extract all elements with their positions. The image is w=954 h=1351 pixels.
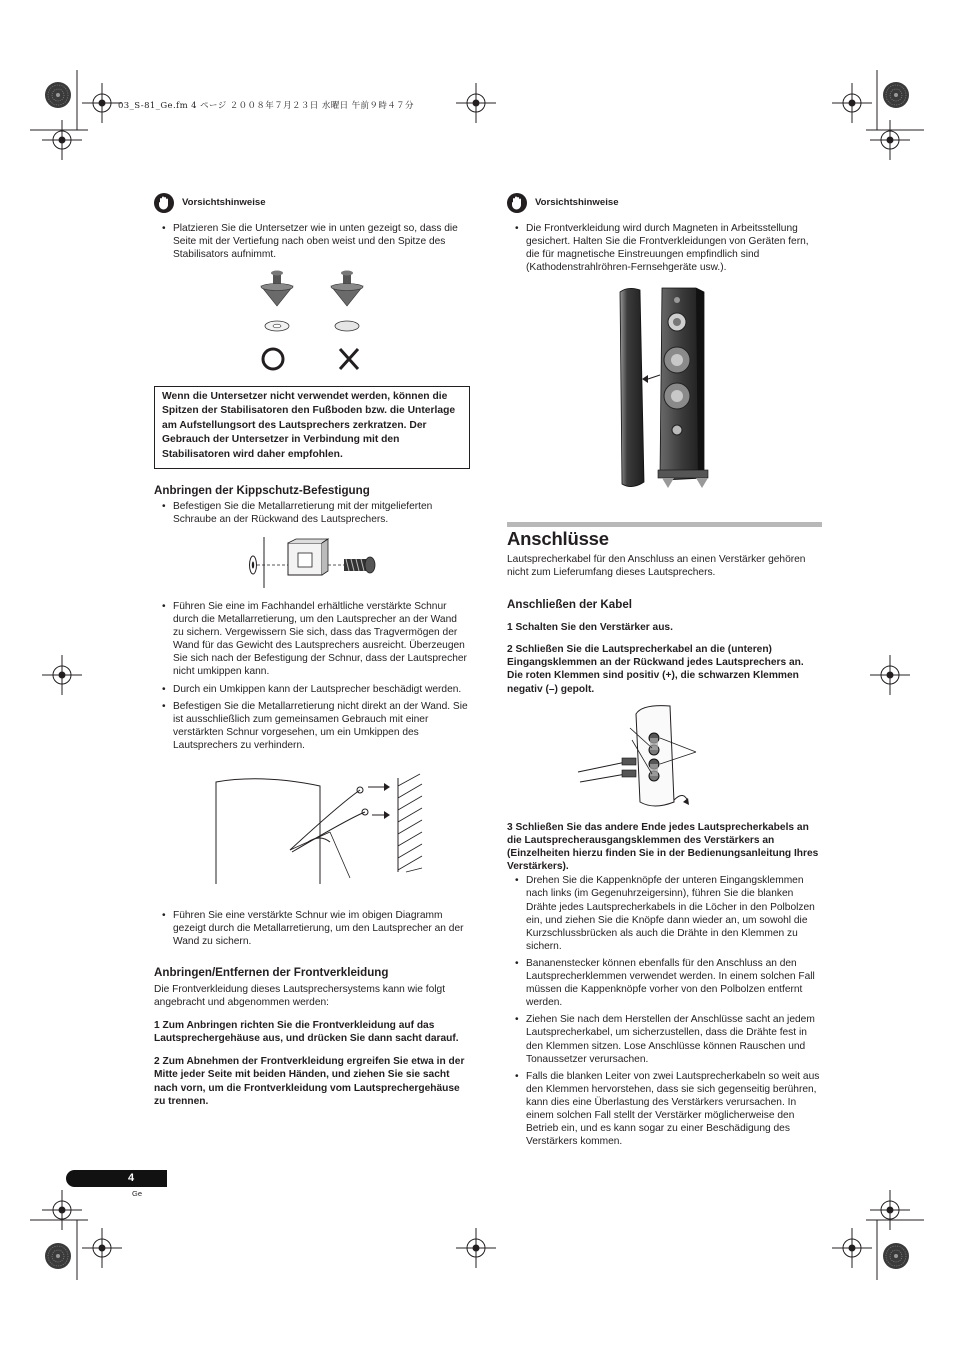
wall-cord-illustration bbox=[200, 772, 440, 888]
caution-heading bbox=[507, 193, 822, 213]
bracket-screw-illustration bbox=[240, 535, 380, 590]
cable-step-3: 3 Schließen Sie das andere Ende jedes Lautsprecherkabels an die Lautsprecherausgangsklemmen des Verstärkers an (Einzelheiten hierzu finden Sie in der Bedienungsanleitung Ihres Verstärkers). bbox=[507, 822, 819, 873]
cord-bullet: • Führen Sie eine im Fachhandel erhältliche verstärkte Schnur durch die Metallarretierung, um den Lautsprecher an der Wand zu sichern. Vergewissern Sie sich, dass das Tragvermögen der Wand für das Gewicht des Lautsprechers ausreicht. Überzeugen Sie sich nach der Befestigung der Schnur, dass der Lautsprecher nicht umkippen kann. bbox=[154, 600, 470, 679]
step3-bullet: • Drehen Sie die Kappenknöpfe der unteren Eingangsklemmen nach links (im Gegenuhrzeigersinn), führen Sie die blanken Drähte jedes Lautsprecherkabels in die Löcher in den Polbolzen ein, und ziehen Sie die Knöpfe dann wieder an, um sowohl die Kurzschlussbrücken als auch die Drähte in den Klemmen zu sichern. bbox=[507, 874, 822, 953]
front-cover-step-1: 1 Zum Anbringen richten Sie die Frontverkleidung auf das Lautsprechergehäuse aus, und drücken Sie dann sacht darauf. bbox=[154, 1020, 459, 1045]
speaker-terminals-illustration bbox=[570, 702, 710, 814]
cord-bullets-block bbox=[154, 600, 470, 756]
file-info-header: 03_S-81_Ge.fm 4 ページ ２００８年７月２３日 水曜日 午前９時４７分 bbox=[118, 101, 414, 111]
cord-bullet: • Durch ein Umkippen kann der Lautsprecher beschädigt werden. bbox=[154, 683, 470, 696]
caution-hand-icon bbox=[507, 193, 527, 213]
spike-wrong-icon bbox=[331, 271, 363, 332]
front-cover-intro: Die Frontverkleidung dieses Lautsprechersystems kann wie folgt angebracht und abgenommen werden: bbox=[154, 984, 446, 1009]
page-language: Ge bbox=[132, 1189, 143, 1198]
caution-title: Vorsichtshinweise bbox=[535, 197, 619, 209]
connections-step3-section bbox=[507, 821, 822, 1152]
right-caution-block bbox=[507, 193, 822, 278]
cable-step-2: 2 Schließen Sie die Lautsprecherkabel an die (unteren) Eingangsklemmen an der Rückwand jedes Lautsprechers an. Die roten Klemmen sind positiv (+), die schwarzen Klemmen negativ (–) gepolt. bbox=[507, 644, 804, 695]
section-title-anschluesse: Anschlüsse bbox=[507, 528, 609, 549]
caution-title: Vorsichtshinweise bbox=[182, 197, 266, 209]
cord-bullet: • Befestigen Sie die Metallarretierung nicht direkt an der Wand. Sie ist ausschließlich zum gemeinsamen Gebrauch mit einer verstärkten Schnur vorgesehen, um ein Umkippen des Lautsprechers zu verhindern. bbox=[154, 700, 470, 752]
cable-heading: Anschließen der Kabel bbox=[507, 598, 632, 612]
step3-bullet: • Bananenstecker können ebenfalls für den Anschluss an den Lautsprecherklemmen verwendet werden. In einem solchen Fall müssen die Kappenknöpfe vorher von den Polbolzen entfernt werden. bbox=[507, 957, 822, 1009]
left-caution-block bbox=[154, 193, 470, 265]
warning-box: Wenn die Untersetzer nicht verwendet werden, können die Spitzen der Stabilisatoren den Fußboden bzw. die Unterlage am Aufstellungsort des Lautsprechers zerkratzen. Der Gebrauch der Untersetzer in Verbindung mit den Stabilisatoren wird daher empfohlen. bbox=[154, 386, 470, 469]
caution-bullet: • Platzieren Sie die Untersetzer wie in unten gezeigt so, dass die Seite mit der Vertiefung nach oben weist und den Spitze des Stabilisators aufnimmt. bbox=[154, 222, 470, 261]
spike-correct-icon bbox=[261, 271, 293, 332]
front-cover-section bbox=[154, 966, 470, 1108]
step3-bullet: • Ziehen Sie nach dem Herstellen der Anschlüsse sacht an jedem Lautsprecherkabel, um sicherzustellen, dass die Drähte fest in den Klemmen sitzen. Lose Anschlüsse können Rauschen und Tonaussetzer verursachen. bbox=[507, 1013, 822, 1065]
speaker-front-cover-illustration bbox=[600, 284, 730, 494]
spike-coaster-illustration bbox=[245, 268, 375, 376]
cord-after-block bbox=[154, 909, 470, 952]
correct-circle-icon bbox=[263, 349, 283, 369]
caution-hand-icon bbox=[154, 193, 174, 213]
front-cover-heading: Anbringen/Entfernen der Frontverkleidung bbox=[154, 966, 389, 979]
caution-bullet: • Die Frontverkleidung wird durch Magneten in Arbeitsstellung gesichert. Halten Sie die Frontverkleidungen von Geräten fern, die für magnetische Einstreuungen empfindlich sind (Kathodenstrahlröhren-Fernsehgeräte usw.). bbox=[507, 222, 822, 274]
front-cover-step-2: 2 Zum Abnehmen der Frontverkleidung ergreifen Sie etwa in der Mitte jeder Seite mit beiden Händen, und ziehen Sie sie sacht nach vorn, um die Frontverkleidung vom Lautsprechergehäuse zu trennen. bbox=[154, 1056, 465, 1107]
cable-step-1: 1 Schalten Sie den Verstärker aus. bbox=[507, 622, 673, 634]
step3-bullet: • Falls die blanken Leiter von zwei Lautsprecherkabeln so weit aus den Klemmen hervorstehen, dass sie sich gegenseitig berühren, kann dies eine Überlastung des Verstärkers verursachen. In einem solchen Fall stellt der Verstärker möglicherweise den Betrieb ein, und es kann sogar zu einer Beschädigung des Verstärkers kommen. bbox=[507, 1070, 822, 1149]
section-divider-bar bbox=[507, 522, 822, 527]
connections-section bbox=[507, 553, 822, 696]
wrong-x-icon bbox=[340, 349, 358, 369]
page-number: 4 bbox=[128, 1172, 135, 1184]
caution-heading bbox=[154, 193, 470, 213]
page-number-tab bbox=[66, 1170, 167, 1187]
connections-intro: Lautsprecherkabel für den Anschluss an einen Verstärker gehören nicht zum Lieferumfang dieses Lautsprechers. bbox=[507, 554, 806, 579]
cord-after-bullet: • Führen Sie eine verstärkte Schnur wie im obigen Diagramm gezeigt durch die Metallarretierung, um den Lautsprecher an der Wand zu sichern. bbox=[154, 909, 470, 948]
kippschutz-heading: Anbringen der Kippschutz-Befestigung bbox=[154, 484, 370, 497]
kippschutz-section bbox=[154, 484, 470, 530]
kippschutz-bullet: • Befestigen Sie die Metallarretierung mit der mitgelieferten Schraube an der Rückwand des Lautsprechers. bbox=[154, 500, 470, 526]
